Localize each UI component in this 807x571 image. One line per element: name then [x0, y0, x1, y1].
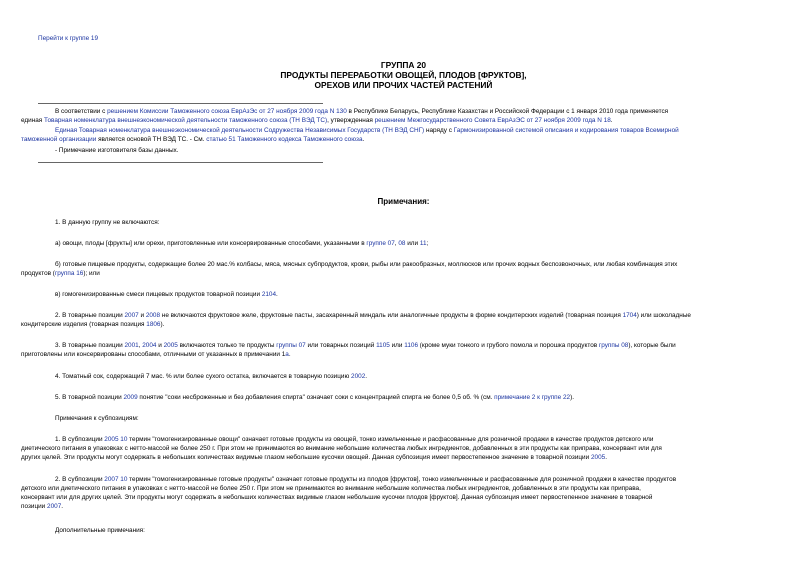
text: .	[276, 291, 278, 298]
link-group-11[interactable]: 11	[419, 240, 427, 247]
link-2001[interactable]: 2001	[124, 342, 139, 349]
text: .	[61, 503, 64, 510]
text: наряду с	[424, 127, 454, 134]
link-group-08[interactable]: 08	[398, 240, 406, 247]
link-2002[interactable]: 2002	[351, 373, 366, 380]
text: единая	[21, 117, 45, 124]
text: ); или	[83, 270, 100, 277]
text: ) или шоколадные	[636, 312, 691, 319]
text: а) овощи, плоды [фрукты] или орехи, приготовленные или консервированные способами, указанными в	[55, 240, 367, 247]
text: В соответствии с	[55, 108, 108, 115]
text: .	[362, 136, 365, 143]
text: в Республике Беларусь, Республике Казахстан и Российской Федерации с 1 января 2010 года применяется	[346, 108, 669, 115]
footnote-db-note: - Примечание изготовителя базы данных.	[55, 147, 179, 154]
note-3	[21, 341, 768, 359]
link-decision-130[interactable]: решением Комиссии Таможенного союза ЕврАзЭс от 27 ноября 2009 года N 130	[107, 108, 347, 115]
text: понятие "соки несброженные и без добавления спирта" означает соки с концентрацией спирта не более 0,5 об. % (см.	[137, 394, 495, 401]
text: ,	[138, 342, 143, 349]
link-2007-b[interactable]: 2007	[47, 503, 62, 510]
link-1806[interactable]: 1806	[146, 321, 161, 328]
text: ).	[570, 394, 574, 401]
link-group-07[interactable]: группе 07	[366, 240, 395, 247]
text: .	[605, 454, 607, 461]
link-1106[interactable]: 1106	[404, 342, 418, 349]
link-2007-10[interactable]: 2007 10	[104, 476, 128, 483]
link-group-08-b[interactable]: группы 08	[598, 342, 629, 349]
additional-notes-heading: Дополнительные примечания:	[55, 527, 145, 534]
text: 5. В товарной позиции	[55, 394, 124, 401]
text: 1. В субпозиции	[55, 436, 105, 443]
text: ).	[160, 321, 165, 328]
note-5	[38, 393, 768, 402]
subnote-1	[21, 435, 768, 462]
text: термин "гомогенизированные готовые продукты" означает готовые продукты из плодов [фруктов], тонко измельченные и расфасованные для розничной продажи в качестве продуктов	[127, 476, 677, 483]
text: 2. В товарные позиции	[55, 312, 125, 319]
link-2009[interactable]: 2009	[123, 394, 138, 401]
text: или	[405, 240, 420, 247]
text: б) готовые пищевые продукты, содержащие более 20 мас.% колбасы, мяса, мясных субпродуктов, крови, рыбы или ракообразных, моллюсков или прочих водных беспозвоночных, или любая комбинация этих	[55, 261, 678, 268]
footnote-paragraph-b	[21, 126, 768, 144]
note-2	[21, 311, 768, 329]
link-group-16[interactable]: группа 16	[54, 270, 84, 277]
text: 2. В субпозиции	[55, 476, 105, 483]
link-2004[interactable]: 2004	[142, 342, 157, 349]
text: продуктов (	[21, 270, 55, 277]
link-2104[interactable]: 2104	[261, 291, 277, 298]
group-title-line2: ПРОДУКТЫ ПЕРЕРАБОТКИ ОВОЩЕЙ, ПЛОДОВ [ФРУКТОВ],	[280, 70, 527, 80]
link-1105[interactable]: 1105	[376, 342, 390, 349]
link-tn-ved-sng[interactable]: Единая Товарная номенклатура внешнеэкономической деятельности Содружества Независимых Государств (ТН ВЭД СНГ)	[55, 127, 425, 134]
text: и	[138, 312, 146, 319]
link-note-1a[interactable]: а	[285, 351, 289, 358]
note-1b	[21, 260, 768, 278]
text: ,	[394, 240, 399, 247]
text: 4. Томатный сок, содержащий 7 мас. % или более сухого остатка, включается в товарную позицию	[55, 373, 352, 380]
text: ), которые были	[628, 342, 676, 349]
text: других целей. Эти продукты могут содержать в небольших количествах видимые глазом небольшие кусочки овощей. Данная субпозиция имеет первостепенное значение в товарной позиции	[21, 454, 591, 461]
text: (кроме муки тонкого и грубого помола и порошка продуктов	[418, 342, 599, 349]
link-2007[interactable]: 2007	[124, 312, 139, 319]
text: термин "гомогенизированные овощи" означает готовые продукты из овощей, тонко измельченные и расфасованные для розничной продажи в качестве продуктов детского или	[127, 436, 654, 443]
text: детского или диетического питания в упаковках с нетто-массой не более 250 г. При этом не принимаются во внимание небольшие количества любых ингредиентов, добавленных в эти продукты как приправа,	[21, 485, 641, 492]
text: не включаются фруктовое желе, фруктовые пасты, засахаренный миндаль или аналогичные продукты в форме кондитерских изделий (товарная позиция	[160, 312, 623, 319]
text: или	[389, 342, 405, 349]
text: и	[156, 342, 164, 349]
text: в) гомогенизированные смеси пищевых продуктов товарной позиции	[55, 291, 262, 298]
note-4	[38, 372, 768, 381]
subheading-notes: Примечания к субпозициям:	[55, 415, 139, 422]
link-group-07-b[interactable]: группы 07	[276, 342, 306, 349]
notes-heading: Примечания:	[377, 197, 430, 206]
link-2005-b[interactable]: 2005	[590, 454, 606, 461]
footnote-rule-top	[38, 103, 323, 104]
note-1a	[38, 239, 768, 248]
link-tn-ved-ts[interactable]: Товарная номенклатура внешнеэкономической деятельности таможенного союза (ТН ВЭД ТС)	[44, 117, 328, 124]
link-group-22-note-2[interactable]: примечание 2 к группе 22	[494, 394, 571, 401]
link-2008[interactable]: 2008	[145, 312, 161, 319]
group-title-line3: ОРЕХОВ ИЛИ ПРОЧИХ ЧАСТЕЙ РАСТЕНИЙ	[314, 80, 493, 90]
note-1c	[38, 290, 768, 299]
note-1: 1. В данную группу не включаются:	[55, 219, 160, 226]
link-harmonized-system[interactable]: Гармонизированной системой описания и кодирования товаров Всемирной	[453, 127, 679, 134]
link-1704[interactable]: 1704	[622, 312, 637, 319]
text: .	[610, 117, 613, 124]
subnote-2	[21, 475, 768, 511]
link-customs-org[interactable]: таможенной организации	[21, 136, 97, 143]
text: или товарных позиций	[305, 342, 377, 349]
footnote-paragraph-a	[21, 107, 768, 125]
text: диетического питания в упаковках с нетто-массой не более 250 г. При этом не принимаются во внимание небольшие количества любых ингредиентов, добавленных в эти продукты как приправа, консервант или для	[21, 445, 662, 452]
text: .	[288, 351, 291, 358]
link-prev-group[interactable]: Перейти к группе 19	[38, 35, 99, 42]
link-2005[interactable]: 2005	[163, 342, 178, 349]
text: 3. В товарные позиции	[55, 342, 125, 349]
text: консервант или для других целей. Эти продукты могут содержать в небольших количествах видимые глазом небольшие кусочки плодов [фруктов]. Данная субпозиция имеет первостепенное значение в товарной	[21, 494, 653, 501]
text: приготовлены или консервированы способами, отличными от указанных в примечании 1	[21, 351, 286, 358]
text: включаются только те продукты	[177, 342, 277, 349]
link-article-51[interactable]: статью 51 Таможенного кодекса Таможенного союза	[206, 136, 363, 143]
link-2005-10[interactable]: 2005 10	[104, 436, 128, 443]
footnote-rule-bottom	[38, 162, 323, 163]
group-title-line1: ГРУППА 20	[380, 60, 427, 70]
text: , утвержденная	[327, 117, 375, 124]
link-decision-18[interactable]: решением Межгосударственного Совета ЕврАзЭС от 27 ноября 2009 года N 18	[374, 117, 611, 124]
text: ;	[426, 240, 429, 247]
text: позиции	[21, 503, 48, 510]
text: .	[365, 373, 368, 380]
text: кондитерские изделия (товарная позиция	[21, 321, 147, 328]
text: является основой ТН ВЭД ТС. - См.	[96, 136, 207, 143]
